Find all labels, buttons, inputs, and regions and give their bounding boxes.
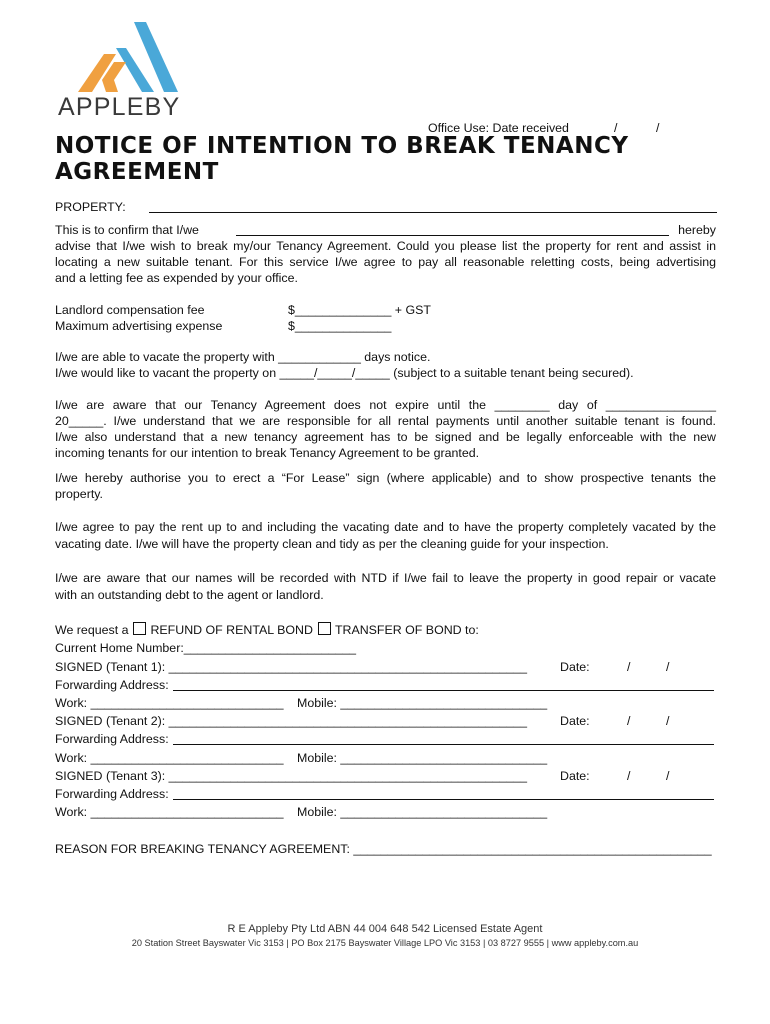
- tenant-1-work-field[interactable]: Work: ____________________________: [55, 696, 284, 710]
- office-use-label: Office Use: Date received: [428, 121, 569, 135]
- tenant-3-forwarding-label: Forwarding Address:: [55, 787, 169, 801]
- tenant-1-forwarding-label: Forwarding Address:: [55, 678, 169, 692]
- intro-line-2: advise that I/we wish to break my/our Tenancy Agreement. Could you please list the property for rent and assist in: [55, 239, 716, 253]
- property-label: PROPERTY:: [55, 200, 126, 214]
- tenant-3-contact-row: [55, 805, 716, 819]
- ntd-line-1: I/we are aware that our names will be recorded with NTD if I/we fail to leave the property in good repair or vacate: [55, 571, 716, 585]
- rent-line-2: vacating date. I/we will have the property clean and tidy as per the cleaning guide for your inspection.: [55, 537, 609, 551]
- aware-line-4: incoming tenants for our intention to break Tenancy Agreement to be granted.: [55, 446, 480, 460]
- property-row: [55, 200, 716, 214]
- tenant-1-mobile-field[interactable]: Mobile: ______________________________: [297, 696, 548, 710]
- landlord-fee-label: Landlord compensation fee: [55, 303, 205, 317]
- tenant-3-forwarding-row: [55, 787, 716, 801]
- property-field[interactable]: [149, 212, 717, 213]
- brand-name: APPLEBY: [58, 93, 181, 121]
- footer-company-line: R E Appleby Pty Ltd ABN 44 004 648 542 Licensed Estate Agent: [227, 923, 543, 935]
- date-slash: /: [614, 121, 618, 135]
- transfer-bond-checkbox[interactable]: [318, 622, 331, 635]
- transfer-bond-label: TRANSFER OF BOND to:: [334, 623, 479, 637]
- tenant-3-date-label: Date:: [560, 769, 590, 783]
- tenant-2-forwarding-label: Forwarding Address:: [55, 732, 169, 746]
- advertising-expense-label: Maximum advertising expense: [55, 319, 223, 333]
- intro-confirm-text: This is to confirm that I/we: [55, 223, 199, 237]
- aware-line-2: 20_____. I/we understand that we are responsible for all rental payments until another suitable tenant is found.: [55, 414, 716, 428]
- reason-row[interactable]: REASON FOR BREAKING TENANCY AGREEMENT: ____________________________________________________: [55, 842, 712, 856]
- vacate-notice-line: I/we are able to vacate the property with ____________ days notice.: [55, 350, 431, 364]
- tenant-2-forwarding-row: [55, 732, 716, 746]
- document-title: NOTICE OF INTENTION TO BREAK TENANCY AGREEMENT: [55, 133, 629, 185]
- tenant-2-date-label: Date:: [560, 714, 590, 728]
- tenant-2-forwarding-field[interactable]: [173, 744, 714, 745]
- tenant-names-field[interactable]: [236, 235, 669, 236]
- tenant-1-signature-field[interactable]: SIGNED (Tenant 1): ____________________________________________________: [55, 660, 527, 674]
- vacate-date-line: I/we would like to vacant the property on _____/_____/_____ (subject to a suitable tenant being secured).: [55, 366, 634, 380]
- date-slash: /: [627, 660, 631, 674]
- advertising-expense-value[interactable]: $______________: [288, 319, 392, 333]
- tenant-1-forwarding-row: [55, 678, 716, 692]
- tenant-3-signed-row: [55, 769, 716, 783]
- intro-hereby-text: hereby: [678, 223, 716, 237]
- bond-request-row: [55, 622, 716, 637]
- date-slash: /: [627, 714, 631, 728]
- footer-address-line: 20 Station Street Bayswater Vic 3153 | PO Box 2175 Bayswater Village LPO Vic 3153 | 03 8727 9555 | www appleby.com.au: [131, 938, 639, 948]
- tenant-1-date-label: Date:: [560, 660, 590, 674]
- bond-request-text: We request a: [55, 623, 129, 637]
- date-slash: /: [666, 714, 670, 728]
- tenant-3-work-field[interactable]: Work: ____________________________: [55, 805, 284, 819]
- tenant-3-forwarding-field[interactable]: [173, 799, 714, 800]
- advertising-expense-row: [55, 319, 716, 333]
- date-slash: /: [666, 769, 670, 783]
- aware-line-3: I/we also understand that a new tenancy agreement has to be signed and be legally enforceable with the new: [55, 430, 716, 444]
- date-slash: /: [666, 660, 670, 674]
- tenant-1-forwarding-field[interactable]: [173, 690, 714, 691]
- intro-line-3: locating a new suitable tenant. For this service I/we agree to pay all reasonable reletting costs, being advertising: [55, 255, 716, 269]
- tenant-3-mobile-field[interactable]: Mobile: ______________________________: [297, 805, 548, 819]
- intro-line-4: and a letting fee as expended by your office.: [55, 271, 298, 285]
- date-slash: /: [656, 121, 660, 135]
- tenant-2-work-field[interactable]: Work: ____________________________: [55, 751, 284, 765]
- tenant-2-contact-row: [55, 751, 716, 765]
- rent-line-1: I/we agree to pay the rent up to and including the vacating date and to have the property completely vacated by the: [55, 520, 716, 534]
- aware-line-1: I/we are aware that our Tenancy Agreement does not expire until the ________ day of ________________: [55, 398, 716, 412]
- tenant-1-contact-row: [55, 696, 716, 710]
- ntd-line-2: with an outstanding debt to the agent or landlord.: [55, 588, 324, 602]
- tenant-1-signed-row: [55, 660, 716, 674]
- lease-line-2: property.: [55, 487, 103, 501]
- landlord-fee-value[interactable]: $______________ + GST: [288, 303, 431, 317]
- lease-line-1: I/we hereby authorise you to erect a “For Lease” sign (where applicable) and to show prospective tenants the: [55, 471, 716, 485]
- tenant-2-signature-field[interactable]: SIGNED (Tenant 2): ____________________________________________________: [55, 714, 527, 728]
- tenant-2-signed-row: [55, 714, 716, 728]
- intro-line-1: [55, 223, 716, 237]
- current-home-number-row: Current Home Number:_________________________: [55, 641, 357, 655]
- tenant-2-mobile-field[interactable]: Mobile: ______________________________: [297, 751, 548, 765]
- date-slash: /: [627, 769, 631, 783]
- landlord-fee-row: [55, 303, 716, 317]
- tenant-3-signature-field[interactable]: SIGNED (Tenant 3): ____________________________________________________: [55, 769, 527, 783]
- refund-bond-label: REFUND OF RENTAL BOND: [150, 623, 313, 637]
- refund-bond-checkbox[interactable]: [133, 622, 146, 635]
